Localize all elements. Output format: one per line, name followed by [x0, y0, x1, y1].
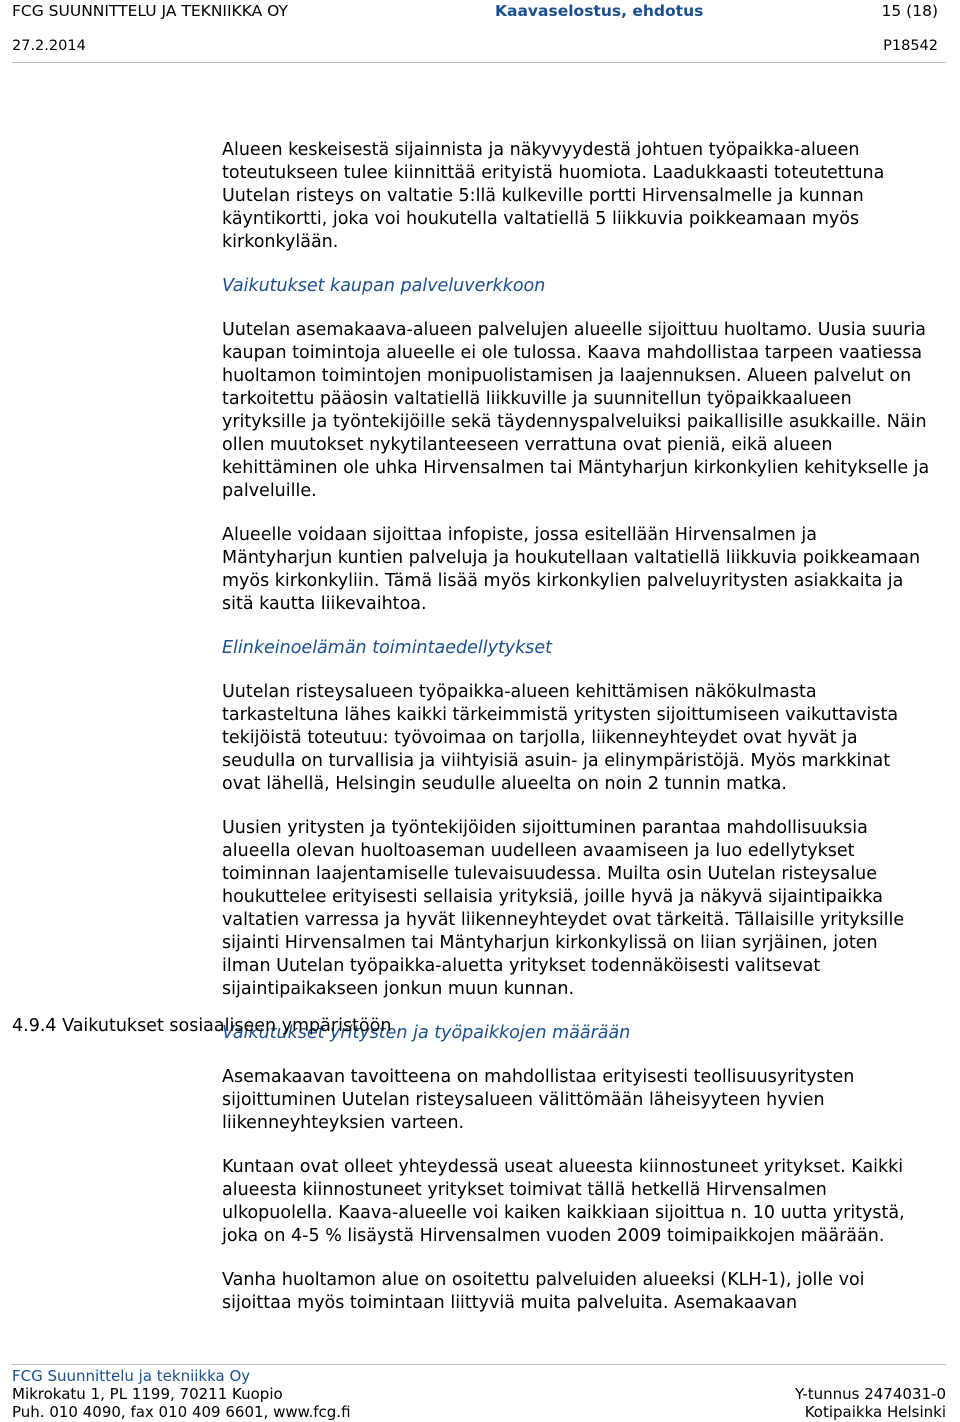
paragraph: Alueen keskeisestä sijainnista ja näkyvyydestä johtuen työpaikka-alueen toteutukseen tulee kiinnittää erityistä huomiota. Laadukkaasti toteutettuna Uutelan risteys on valtatie 5:llä kulkeville portti Hirvensalmelle ja kunnan käyntikortti, joka voi houkutella valtatiellä 5 liikkuvia poikkeamaan myös kirkonkylään. — [222, 140, 885, 252]
page-footer — [12, 1364, 946, 1421]
footer-contact: Puh. 010 4090, fax 010 409 6601, www.fcg.fi — [12, 1403, 351, 1421]
paragraph: Uutelan risteysalueen työpaikka-alueen kehittämisen näkökulmasta tarkasteltuna lähes kaikki tärkeimmistä yritysten sijoittumiseen vaikuttavista tekijöistä toteutuu: työvoimaa on tarjolla, liikenneyhteydet ovat hyvät ja seudulla on turvallisia ja viihtyisiä asuin- ja elinympäristöjä. Myös markkinat ovat lähellä, Helsingin seudulle alueelta on noin 2 tunnin matka. — [222, 682, 899, 794]
footer-company: FCG Suunnittelu ja tekniikka Oy — [12, 1367, 251, 1385]
paragraph: Vanha huoltamon alue on osoitettu palveluiden alueeksi (KLH-1), jolle voi sijoittaa myös toimintaan liittyviä muita palveluita. Asemakaavan — [222, 1270, 865, 1313]
header-page-number: 15 (18) — [881, 2, 938, 20]
header-company: FCG SUUNNITTELU JA TEKNIIKKA OY — [12, 2, 288, 20]
header-project-code: P18542 — [883, 38, 938, 54]
paragraph: Uutelan asemakaava-alueen palvelujen alueelle sijoittuu huoltamo. Uusia suuria kaupan toimintoja alueelle ei ole tulossa. Kaava mahdollistaa tarpeen vaatiessa huoltamon toimintojen monipuolistamisen ja laajennuksen. Alueen palvelut on tarkoitettu pääosin valtatiellä liikkuville ja suunnitellun työpaikkaalueen yrityksille ja työntekijöille sekä täydennyspalveluiksi paikallisille asukkaille. Näin ollen muutokset nykytilanteeseen verrattuna ovat pieniä, eikä alueen kehittäminen ole uhka Hirvensalmen tai Mäntyharjun kirkonkylien kehitykselle ja palveluille. — [222, 320, 930, 501]
subheading: Vaikutukset yritysten ja työpaikkojen määrään — [222, 1023, 631, 1043]
paragraph: Alueelle voidaan sijoittaa infopiste, jossa esitellään Hirvensalmen ja Mäntyharjun kuntien palveluja ja houkutellaan valtatiellä liikkuvia poikkeamaan myös kirkonkyliin. Tämä lisää myös kirkonkylien palveluyritysten asiakkaita ja sitä kautta liikevaihtoa. — [222, 525, 921, 614]
body-text — [222, 139, 930, 1315]
footer-row-1 — [12, 1367, 946, 1386]
subheading: Elinkeinoelämän toimintaedellytykset — [222, 638, 553, 658]
header-date: 27.2.2014 — [12, 38, 86, 54]
header-doc-type: Kaavaselostus, ehdotus — [495, 2, 704, 20]
paragraph: Uusien yritysten ja työntekijöiden sijoittuminen parantaa mahdollisuuksia alueella olevan huoltoaseman uudelleen avaamiseen ja luo edellytykset toiminnan laajentamiselle tulevaisuudessa. Muilta osin Uutelan risteysalue houkuttelee erityisesti sellaisia yrityksiä, joille hyvä ja näkyvä sijaintipaikka valtatien varressa ja hyvät liikenneyhteydet ovat tärkeitä. Tällaisille yrityksille sijainti Hirvensalmen tai Mäntyharjun kirkonkylissä on liian syrjäinen, joten ilman Uutelan työpaikka-aluetta yritykset todennäköisesti valitsevat sijaintipaikakseen jonkun muun kunnan. — [222, 818, 905, 999]
subheading: Vaikutukset kaupan palveluverkkoon — [222, 276, 546, 296]
section-heading: 4.9.4 Vaikutukset sosiaaliseen ympäristöön — [12, 1016, 392, 1036]
page-header — [12, 0, 946, 63]
footer-row-3 — [12, 1403, 946, 1422]
paragraph: Asemakaavan tavoitteena on mahdollistaa erityisesti teollisuusyritysten sijoittuminen Uutelan risteysalueen välittömään läheisyyteen hyvien liikenneyhteyksien varteen. — [222, 1067, 855, 1133]
footer-business-id: Y-tunnus 2474031-0 — [794, 1385, 946, 1403]
footer-domicile: Kotipaikka Helsinki — [804, 1403, 946, 1421]
footer-address: Mikrokatu 1, PL 1199, 70211 Kuopio — [12, 1385, 283, 1403]
footer-row-2 — [12, 1385, 946, 1404]
paragraph: Kuntaan ovat olleet yhteydessä useat alueesta kiinnostuneet yritykset. Kaikki alueesta kiinnostuneet yritykset toimivat tällä hetkellä Hirvensalmen ulkopuolella. Kaava-alueelle voi kaiken kaikkiaan sijoittua n. 10 uutta yritystä, joka on 4-5 % lisäystä Hirvensalmen vuoden 2009 toimipaikkojen määrään. — [222, 1157, 905, 1246]
